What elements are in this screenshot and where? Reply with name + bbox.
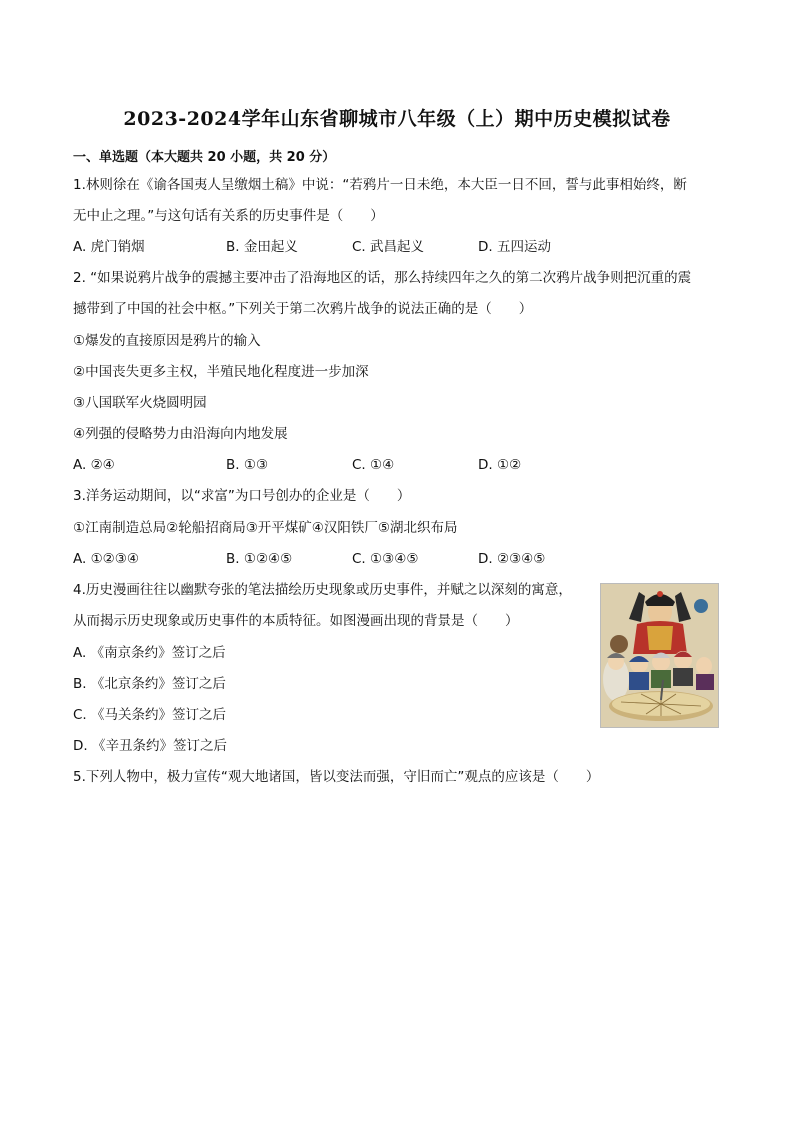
- q3-option-c[interactable]: C. ①③④⑤: [352, 551, 419, 567]
- q2-item-4: ④列强的侵略势力由沿海向内地发展: [73, 426, 288, 442]
- q1-option-c[interactable]: C. 武昌起义: [352, 239, 425, 255]
- q2-item-1: ①爆发的直接原因是鸦片的输入: [73, 333, 261, 349]
- partition-of-china-cartoon: [600, 583, 719, 728]
- q3-option-b[interactable]: B. ①②④⑤: [226, 551, 293, 567]
- page-title: 2023-2024学年山东省聊城市八年级（上）期中历史模拟试卷: [123, 108, 671, 130]
- q2-item-3: ③八国联军火烧圆明园: [73, 395, 207, 411]
- q4-option-d[interactable]: D. 《辛丑条约》签订之后: [73, 738, 227, 754]
- q4-stem-line-1: 4.历史漫画往往以幽默夸张的笔法描绘历史现象或历史事件，并赋之以深刻的寓意，: [73, 582, 572, 598]
- cartoon-illustration: [601, 584, 718, 727]
- section-heading: 一、单选题（本大题共 20 小题，共 20 分）: [73, 150, 336, 165]
- q2-stem-line-1: 2. “如果说鸦片战争的震撼主要冲击了沿海地区的话，那么持续四年之久的第二次鸦片战争则把沉重的震: [73, 270, 692, 286]
- q2-item-2: ②中国丧失更多主权，半殖民地化程度进一步加深: [73, 364, 369, 380]
- q2-option-d[interactable]: D. ①②: [478, 457, 522, 473]
- q2-option-a[interactable]: A. ②④: [73, 457, 115, 473]
- q1-stem-line-2: 无中止之理。”与这句话有关系的历史事件是（ ）: [73, 208, 384, 224]
- q4-stem-line-2: 从而揭示历史现象或历史事件的本质特征。如图漫画出现的背景是（ ）: [73, 613, 519, 629]
- q4-option-b[interactable]: B. 《北京条约》签订之后: [73, 676, 226, 692]
- q2-option-c[interactable]: C. ①④: [352, 457, 395, 473]
- q2-option-b[interactable]: B. ①③: [226, 457, 269, 473]
- q3-items: ①江南制造总局②轮船招商局③开平煤矿④汉阳铁厂⑤湖北织布局: [73, 520, 458, 536]
- q1-option-a[interactable]: A. 虎门销烟: [73, 239, 145, 255]
- q4-option-c[interactable]: C. 《马关条约》签订之后: [73, 707, 227, 723]
- q1-option-b[interactable]: B. 金田起义: [226, 239, 298, 255]
- q1-option-d[interactable]: D. 五四运动: [478, 239, 551, 255]
- q3-option-d[interactable]: D. ②③④⑤: [478, 551, 546, 567]
- q1-stem-line-1: 1.林则徐在《谕各国夷人呈缴烟土稿》中说：“若鸦片一日未绝，本大臣一日不回，誓与此事相始终，断: [73, 177, 687, 193]
- q2-stem-line-2: 撼带到了中国的社会中枢。”下列关于第二次鸦片战争的说法正确的是（ ）: [73, 301, 533, 317]
- q3-stem: 3.洋务运动期间，以“求富”为口号创办的企业是（ ）: [73, 488, 411, 504]
- q3-option-a[interactable]: A. ①②③④: [73, 551, 139, 567]
- q5-stem: 5.下列人物中，极力宣传“观大地诸国，皆以变法而强，守旧而亡”观点的应该是（ ）: [73, 769, 600, 785]
- q4-option-a[interactable]: A. 《南京条约》签订之后: [73, 645, 226, 661]
